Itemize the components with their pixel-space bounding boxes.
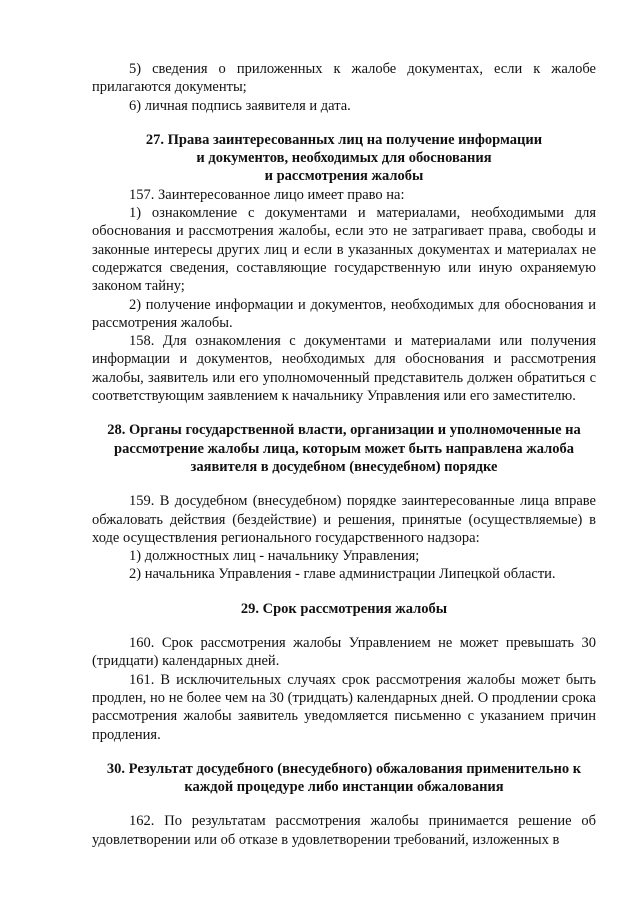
section-heading-line: рассмотрение жалобы лица, которым может быть направлена жалоба (114, 440, 574, 457)
paragraph: 161. В исключительных случаях срок рассмотрения жалобы может быть продлен, но не более чем на 30 (тридцать) календарных дней. О продлении срока рассмотрения жалобы заявитель уведомляется письменно с указанием причин продления. (92, 671, 596, 743)
section-heading-line: каждой процедуре либо инстанции обжалования (184, 779, 504, 796)
paragraph: 5) сведения о приложенных к жалобе документах, если к жалобе прилагаются документы; (92, 61, 596, 96)
spacer (92, 744, 596, 760)
spacer (92, 618, 596, 634)
paragraph: 159. В досудебном (внесудебном) порядке заинтересованные лица вправе обжаловать действия (бездействие) и решения, принятые (осуществляемые) в ходе осуществления регионального государственного надзора: (92, 493, 596, 546)
paragraph: 162. По результатам рассмотрения жалобы принимается решение об удовлетворении или об отказе в удовлетворении требований, изложенных в (92, 813, 596, 848)
section-heading-line: 30. Результат досудебного (внесудебного) обжалования применительно к (106, 760, 582, 777)
section-heading-line: 27. Права заинтересованных лиц на получение информации (145, 131, 543, 148)
section-heading-line: 29. Срок рассмотрения жалобы (240, 600, 448, 617)
paragraph: 6) личная подпись заявителя и дата. (129, 97, 351, 114)
section-heading-line: и документов, необходимых для обоснования (196, 150, 492, 167)
paragraph: 160. Срок рассмотрения жалобы Управлением не может превышать 30 (тридцати) календарных дней. (92, 635, 596, 670)
section-heading (92, 760, 596, 797)
paragraph: 2) начальника Управления - главе администрации Липецкой области. (129, 566, 556, 583)
spacer (92, 405, 596, 421)
spacer (92, 476, 596, 492)
paragraph: 2) получение информации и документов, необходимых для обоснования и рассмотрения жалобы. (92, 296, 596, 331)
section-heading (92, 421, 596, 476)
paragraph: 157. Заинтересованное лицо имеет право на: (129, 186, 405, 203)
paragraph: 1) должностных лиц - начальнику Управления; (129, 548, 420, 565)
section-heading-line: заявителя в досудебном (внесудебном) порядке (190, 458, 498, 475)
section-heading (92, 131, 596, 186)
paragraph: 1) ознакомление с документами и материалами, необходимыми для обоснования и рассмотрения жалобы, если это не затрагивает права, свободы и законные интересы других лиц и если в указанных документах и материалах не содержатся сведения, составляющие государственную или иную охраняемую законом тайну; (92, 205, 596, 295)
section-heading-line: и рассмотрения жалобы (264, 168, 424, 185)
section-heading (92, 600, 596, 618)
spacer (92, 115, 596, 131)
section-heading-line: 28. Органы государственной власти, организации и уполномоченные на (107, 422, 581, 439)
paragraph: 158. Для ознакомления с документами и материалами или получения информации и документов, необходимых для обоснования и рассмотрения жалобы, заявитель или его уполномоченный представитель должен обратиться с соответствующим заявлением к начальнику Управления или его заместителю. (92, 333, 596, 405)
spacer (92, 796, 596, 812)
spacer (92, 584, 596, 600)
